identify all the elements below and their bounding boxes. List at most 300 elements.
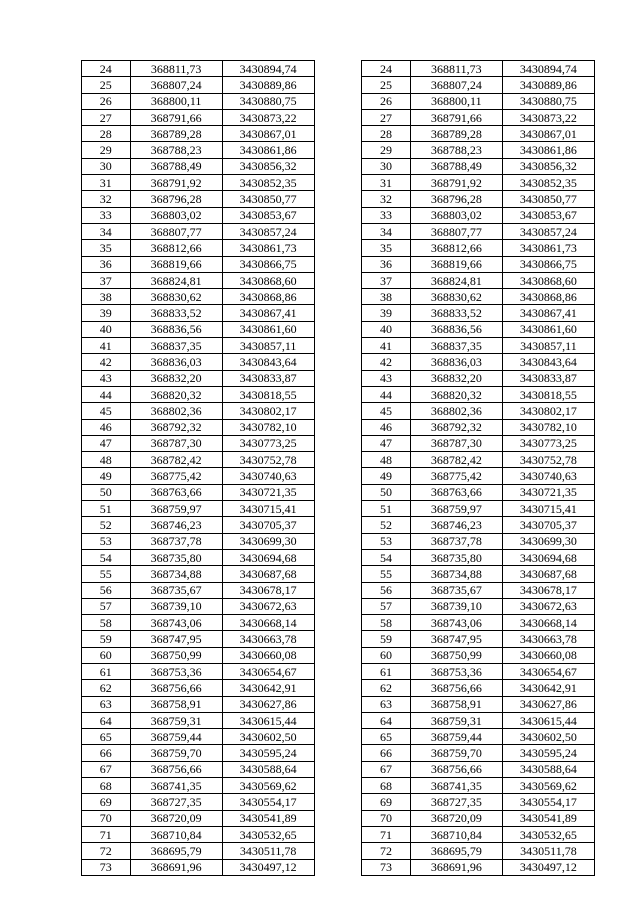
y-coordinate-cell: 3430705,37 xyxy=(222,517,314,533)
point-number-cell: 52 xyxy=(82,517,131,533)
x-coordinate-cell: 368695,79 xyxy=(130,843,222,859)
x-coordinate-cell: 368807,24 xyxy=(410,77,502,93)
column-gap xyxy=(314,142,362,158)
y-coordinate-cell: 3430740,63 xyxy=(222,468,314,484)
point-number-cell: 66 xyxy=(82,745,131,761)
column-gap xyxy=(314,484,362,500)
y-coordinate-cell: 3430511,78 xyxy=(502,843,594,859)
table-row xyxy=(82,696,595,712)
table-row xyxy=(82,403,595,419)
x-coordinate-cell: 368836,56 xyxy=(130,321,222,337)
x-coordinate-cell: 368836,03 xyxy=(130,354,222,370)
x-coordinate-cell: 368789,28 xyxy=(130,126,222,142)
y-coordinate-cell: 3430861,73 xyxy=(502,240,594,256)
y-coordinate-cell: 3430532,65 xyxy=(222,826,314,842)
x-coordinate-cell: 368775,42 xyxy=(130,468,222,484)
x-coordinate-cell: 368747,95 xyxy=(130,631,222,647)
y-coordinate-cell: 3430852,35 xyxy=(222,175,314,191)
x-coordinate-cell: 368812,66 xyxy=(410,240,502,256)
table-row xyxy=(82,566,595,582)
point-number-cell: 48 xyxy=(82,452,131,468)
x-coordinate-cell: 368830,62 xyxy=(410,289,502,305)
column-gap xyxy=(314,256,362,272)
point-number-cell: 38 xyxy=(82,289,131,305)
point-number-cell: 24 xyxy=(82,61,131,77)
table-row xyxy=(82,435,595,451)
point-number-cell: 54 xyxy=(362,549,411,565)
y-coordinate-cell: 3430715,41 xyxy=(502,501,594,517)
x-coordinate-cell: 368758,91 xyxy=(410,696,502,712)
point-number-cell: 52 xyxy=(362,517,411,533)
x-coordinate-cell: 368750,99 xyxy=(410,647,502,663)
x-coordinate-cell: 368734,88 xyxy=(410,566,502,582)
point-number-cell: 64 xyxy=(82,712,131,728)
point-number-cell: 53 xyxy=(82,533,131,549)
y-coordinate-cell: 3430818,55 xyxy=(502,386,594,402)
y-coordinate-cell: 3430857,24 xyxy=(222,223,314,239)
point-number-cell: 40 xyxy=(362,321,411,337)
x-coordinate-cell: 368743,06 xyxy=(130,615,222,631)
point-number-cell: 27 xyxy=(362,109,411,125)
point-number-cell: 45 xyxy=(362,403,411,419)
column-gap xyxy=(314,354,362,370)
table-row xyxy=(82,338,595,354)
x-coordinate-cell: 368727,35 xyxy=(130,794,222,810)
point-number-cell: 33 xyxy=(82,207,131,223)
x-coordinate-cell: 368807,77 xyxy=(130,223,222,239)
column-gap xyxy=(314,321,362,337)
x-coordinate-cell: 368759,44 xyxy=(130,729,222,745)
x-coordinate-cell: 368720,09 xyxy=(130,810,222,826)
column-gap xyxy=(314,435,362,451)
column-gap xyxy=(314,566,362,582)
point-number-cell: 34 xyxy=(82,223,131,239)
column-gap xyxy=(314,663,362,679)
column-gap xyxy=(314,501,362,517)
y-coordinate-cell: 3430857,11 xyxy=(502,338,594,354)
x-coordinate-cell: 368833,52 xyxy=(130,305,222,321)
x-coordinate-cell: 368691,96 xyxy=(410,859,502,875)
table-row xyxy=(82,582,595,598)
x-coordinate-cell: 368743,06 xyxy=(410,615,502,631)
column-gap xyxy=(314,175,362,191)
x-coordinate-cell: 368820,32 xyxy=(130,386,222,402)
point-number-cell: 57 xyxy=(362,598,411,614)
x-coordinate-cell: 368746,23 xyxy=(130,517,222,533)
x-coordinate-cell: 368741,35 xyxy=(130,778,222,794)
x-coordinate-cell: 368803,02 xyxy=(410,207,502,223)
point-number-cell: 51 xyxy=(82,501,131,517)
x-coordinate-cell: 368788,23 xyxy=(410,142,502,158)
y-coordinate-cell: 3430856,32 xyxy=(502,158,594,174)
y-coordinate-cell: 3430752,78 xyxy=(502,452,594,468)
y-coordinate-cell: 3430694,68 xyxy=(502,549,594,565)
point-number-cell: 55 xyxy=(82,566,131,582)
table-row xyxy=(82,533,595,549)
table-row xyxy=(82,386,595,402)
table-row xyxy=(82,745,595,761)
y-coordinate-cell: 3430868,60 xyxy=(222,272,314,288)
x-coordinate-cell: 368796,28 xyxy=(410,191,502,207)
point-number-cell: 62 xyxy=(362,680,411,696)
x-coordinate-cell: 368756,66 xyxy=(130,680,222,696)
x-coordinate-cell: 368824,81 xyxy=(130,272,222,288)
y-coordinate-cell: 3430802,17 xyxy=(222,403,314,419)
x-coordinate-cell: 368802,36 xyxy=(410,403,502,419)
y-coordinate-cell: 3430672,63 xyxy=(222,598,314,614)
column-gap xyxy=(314,338,362,354)
point-number-cell: 30 xyxy=(362,158,411,174)
table-row xyxy=(82,598,595,614)
table-row xyxy=(82,61,595,77)
point-number-cell: 29 xyxy=(82,142,131,158)
table-row xyxy=(82,761,595,777)
x-coordinate-cell: 368812,66 xyxy=(130,240,222,256)
point-number-cell: 58 xyxy=(362,615,411,631)
column-gap xyxy=(314,778,362,794)
y-coordinate-cell: 3430721,35 xyxy=(502,484,594,500)
x-coordinate-cell: 368837,35 xyxy=(130,338,222,354)
y-coordinate-cell: 3430868,60 xyxy=(502,272,594,288)
point-number-cell: 40 xyxy=(82,321,131,337)
column-gap xyxy=(314,794,362,810)
column-gap xyxy=(314,207,362,223)
y-coordinate-cell: 3430868,86 xyxy=(222,289,314,305)
table-row xyxy=(82,680,595,696)
x-coordinate-cell: 368746,23 xyxy=(410,517,502,533)
x-coordinate-cell: 368819,66 xyxy=(410,256,502,272)
column-gap xyxy=(314,615,362,631)
x-coordinate-cell: 368763,66 xyxy=(130,484,222,500)
table-row xyxy=(82,77,595,93)
y-coordinate-cell: 3430678,17 xyxy=(222,582,314,598)
point-number-cell: 36 xyxy=(82,256,131,272)
point-number-cell: 59 xyxy=(362,631,411,647)
table-row xyxy=(82,207,595,223)
x-coordinate-cell: 368735,80 xyxy=(130,549,222,565)
column-gap xyxy=(314,712,362,728)
y-coordinate-cell: 3430861,86 xyxy=(502,142,594,158)
point-number-cell: 44 xyxy=(362,386,411,402)
x-coordinate-cell: 368691,96 xyxy=(130,859,222,875)
y-coordinate-cell: 3430588,64 xyxy=(222,761,314,777)
y-coordinate-cell: 3430880,75 xyxy=(502,93,594,109)
point-number-cell: 32 xyxy=(82,191,131,207)
table-row xyxy=(82,647,595,663)
table-row xyxy=(82,810,595,826)
column-gap xyxy=(314,859,362,875)
x-coordinate-cell: 368739,10 xyxy=(130,598,222,614)
point-number-cell: 31 xyxy=(362,175,411,191)
point-number-cell: 65 xyxy=(82,729,131,745)
column-gap xyxy=(314,810,362,826)
table-row xyxy=(82,859,595,875)
point-number-cell: 29 xyxy=(362,142,411,158)
table-row xyxy=(82,615,595,631)
y-coordinate-cell: 3430853,67 xyxy=(222,207,314,223)
point-number-cell: 70 xyxy=(362,810,411,826)
column-gap xyxy=(314,598,362,614)
point-number-cell: 41 xyxy=(82,338,131,354)
point-number-cell: 26 xyxy=(362,93,411,109)
point-number-cell: 61 xyxy=(362,663,411,679)
point-number-cell: 42 xyxy=(82,354,131,370)
y-coordinate-cell: 3430867,01 xyxy=(222,126,314,142)
y-coordinate-cell: 3430642,91 xyxy=(222,680,314,696)
table-row xyxy=(82,354,595,370)
y-coordinate-cell: 3430541,89 xyxy=(222,810,314,826)
y-coordinate-cell: 3430687,68 xyxy=(502,566,594,582)
x-coordinate-cell: 368753,36 xyxy=(410,663,502,679)
y-coordinate-cell: 3430850,77 xyxy=(502,191,594,207)
y-coordinate-cell: 3430694,68 xyxy=(222,549,314,565)
x-coordinate-cell: 368727,35 xyxy=(410,794,502,810)
column-gap xyxy=(314,126,362,142)
point-number-cell: 31 xyxy=(82,175,131,191)
y-coordinate-cell: 3430678,17 xyxy=(502,582,594,598)
column-gap xyxy=(314,696,362,712)
point-number-cell: 43 xyxy=(82,370,131,386)
x-coordinate-cell: 368737,78 xyxy=(410,533,502,549)
point-number-cell: 63 xyxy=(362,696,411,712)
point-number-cell: 55 xyxy=(362,566,411,582)
point-number-cell: 59 xyxy=(82,631,131,647)
x-coordinate-cell: 368796,28 xyxy=(130,191,222,207)
x-coordinate-cell: 368750,99 xyxy=(130,647,222,663)
x-coordinate-cell: 368787,30 xyxy=(130,435,222,451)
point-number-cell: 35 xyxy=(362,240,411,256)
y-coordinate-cell: 3430856,32 xyxy=(222,158,314,174)
point-number-cell: 67 xyxy=(362,761,411,777)
y-coordinate-cell: 3430867,01 xyxy=(502,126,594,142)
point-number-cell: 47 xyxy=(82,435,131,451)
column-gap xyxy=(314,729,362,745)
point-number-cell: 58 xyxy=(82,615,131,631)
x-coordinate-cell: 368695,79 xyxy=(410,843,502,859)
column-gap xyxy=(314,843,362,859)
y-coordinate-cell: 3430861,60 xyxy=(222,321,314,337)
y-coordinate-cell: 3430699,30 xyxy=(222,533,314,549)
table-row xyxy=(82,663,595,679)
table-row xyxy=(82,517,595,533)
y-coordinate-cell: 3430833,87 xyxy=(502,370,594,386)
point-number-cell: 69 xyxy=(362,794,411,810)
point-number-cell: 60 xyxy=(82,647,131,663)
y-coordinate-cell: 3430668,14 xyxy=(222,615,314,631)
y-coordinate-cell: 3430857,11 xyxy=(222,338,314,354)
point-number-cell: 68 xyxy=(82,778,131,794)
point-number-cell: 60 xyxy=(362,647,411,663)
y-coordinate-cell: 3430868,86 xyxy=(502,289,594,305)
point-number-cell: 43 xyxy=(362,370,411,386)
x-coordinate-cell: 368759,70 xyxy=(130,745,222,761)
column-gap xyxy=(314,158,362,174)
x-coordinate-cell: 368759,31 xyxy=(130,712,222,728)
coordinates-table xyxy=(81,60,595,876)
x-coordinate-cell: 368756,66 xyxy=(410,761,502,777)
y-coordinate-cell: 3430852,35 xyxy=(502,175,594,191)
y-coordinate-cell: 3430595,24 xyxy=(502,745,594,761)
y-coordinate-cell: 3430889,86 xyxy=(222,77,314,93)
x-coordinate-cell: 368836,56 xyxy=(410,321,502,337)
point-number-cell: 32 xyxy=(362,191,411,207)
y-coordinate-cell: 3430554,17 xyxy=(222,794,314,810)
y-coordinate-cell: 3430668,14 xyxy=(502,615,594,631)
y-coordinate-cell: 3430497,12 xyxy=(222,859,314,875)
point-number-cell: 34 xyxy=(362,223,411,239)
table-row xyxy=(82,109,595,125)
point-number-cell: 69 xyxy=(82,794,131,810)
y-coordinate-cell: 3430889,86 xyxy=(502,77,594,93)
table-row xyxy=(82,158,595,174)
x-coordinate-cell: 368759,31 xyxy=(410,712,502,728)
x-coordinate-cell: 368735,67 xyxy=(130,582,222,598)
point-number-cell: 50 xyxy=(362,484,411,500)
point-number-cell: 57 xyxy=(82,598,131,614)
table-row xyxy=(82,321,595,337)
x-coordinate-cell: 368792,32 xyxy=(130,419,222,435)
y-coordinate-cell: 3430861,73 xyxy=(222,240,314,256)
column-gap xyxy=(314,533,362,549)
table-row xyxy=(82,126,595,142)
column-gap xyxy=(314,761,362,777)
column-gap xyxy=(314,109,362,125)
x-coordinate-cell: 368800,11 xyxy=(410,93,502,109)
point-number-cell: 33 xyxy=(362,207,411,223)
y-coordinate-cell: 3430773,25 xyxy=(222,435,314,451)
column-gap xyxy=(314,77,362,93)
x-coordinate-cell: 368758,91 xyxy=(130,696,222,712)
y-coordinate-cell: 3430672,63 xyxy=(502,598,594,614)
point-number-cell: 64 xyxy=(362,712,411,728)
y-coordinate-cell: 3430866,75 xyxy=(502,256,594,272)
x-coordinate-cell: 368824,81 xyxy=(410,272,502,288)
y-coordinate-cell: 3430602,50 xyxy=(502,729,594,745)
table-row xyxy=(82,305,595,321)
point-number-cell: 39 xyxy=(82,305,131,321)
y-coordinate-cell: 3430497,12 xyxy=(502,859,594,875)
column-gap xyxy=(314,61,362,77)
column-gap xyxy=(314,452,362,468)
column-gap xyxy=(314,272,362,288)
y-coordinate-cell: 3430654,67 xyxy=(222,663,314,679)
x-coordinate-cell: 368802,36 xyxy=(130,403,222,419)
y-coordinate-cell: 3430642,91 xyxy=(502,680,594,696)
x-coordinate-cell: 368763,66 xyxy=(410,484,502,500)
point-number-cell: 70 xyxy=(82,810,131,826)
point-number-cell: 49 xyxy=(362,468,411,484)
table-row xyxy=(82,631,595,647)
table-row xyxy=(82,794,595,810)
coordinates-table-body xyxy=(82,61,595,876)
y-coordinate-cell: 3430654,67 xyxy=(502,663,594,679)
point-number-cell: 42 xyxy=(362,354,411,370)
x-coordinate-cell: 368791,66 xyxy=(130,109,222,125)
point-number-cell: 36 xyxy=(362,256,411,272)
x-coordinate-cell: 368832,20 xyxy=(130,370,222,386)
table-row xyxy=(82,191,595,207)
x-coordinate-cell: 368819,66 xyxy=(130,256,222,272)
y-coordinate-cell: 3430818,55 xyxy=(222,386,314,402)
y-coordinate-cell: 3430853,67 xyxy=(502,207,594,223)
x-coordinate-cell: 368830,62 xyxy=(130,289,222,305)
x-coordinate-cell: 368782,42 xyxy=(410,452,502,468)
x-coordinate-cell: 368811,73 xyxy=(410,61,502,77)
y-coordinate-cell: 3430663,78 xyxy=(222,631,314,647)
column-gap xyxy=(314,680,362,696)
x-coordinate-cell: 368759,97 xyxy=(130,501,222,517)
column-gap xyxy=(314,826,362,842)
point-number-cell: 68 xyxy=(362,778,411,794)
y-coordinate-cell: 3430894,74 xyxy=(502,61,594,77)
point-number-cell: 51 xyxy=(362,501,411,517)
table-row xyxy=(82,729,595,745)
y-coordinate-cell: 3430660,08 xyxy=(502,647,594,663)
column-gap xyxy=(314,419,362,435)
y-coordinate-cell: 3430802,17 xyxy=(502,403,594,419)
point-number-cell: 46 xyxy=(362,419,411,435)
table-row xyxy=(82,240,595,256)
table-row xyxy=(82,843,595,859)
y-coordinate-cell: 3430843,64 xyxy=(502,354,594,370)
x-coordinate-cell: 368792,32 xyxy=(410,419,502,435)
x-coordinate-cell: 368789,28 xyxy=(410,126,502,142)
x-coordinate-cell: 368791,92 xyxy=(130,175,222,191)
column-gap xyxy=(314,647,362,663)
x-coordinate-cell: 368759,70 xyxy=(410,745,502,761)
y-coordinate-cell: 3430843,64 xyxy=(222,354,314,370)
table-row xyxy=(82,93,595,109)
x-coordinate-cell: 368759,44 xyxy=(410,729,502,745)
point-number-cell: 67 xyxy=(82,761,131,777)
point-number-cell: 41 xyxy=(362,338,411,354)
point-number-cell: 73 xyxy=(362,859,411,875)
y-coordinate-cell: 3430894,74 xyxy=(222,61,314,77)
point-number-cell: 56 xyxy=(362,582,411,598)
x-coordinate-cell: 368791,92 xyxy=(410,175,502,191)
x-coordinate-cell: 368753,36 xyxy=(130,663,222,679)
y-coordinate-cell: 3430721,35 xyxy=(222,484,314,500)
point-number-cell: 61 xyxy=(82,663,131,679)
y-coordinate-cell: 3430880,75 xyxy=(222,93,314,109)
x-coordinate-cell: 368787,30 xyxy=(410,435,502,451)
x-coordinate-cell: 368791,66 xyxy=(410,109,502,125)
point-number-cell: 65 xyxy=(362,729,411,745)
x-coordinate-cell: 368756,66 xyxy=(130,761,222,777)
column-gap xyxy=(314,191,362,207)
x-coordinate-cell: 368803,02 xyxy=(130,207,222,223)
point-number-cell: 44 xyxy=(82,386,131,402)
y-coordinate-cell: 3430866,75 xyxy=(222,256,314,272)
column-gap xyxy=(314,745,362,761)
point-number-cell: 25 xyxy=(362,77,411,93)
y-coordinate-cell: 3430660,08 xyxy=(222,647,314,663)
column-gap xyxy=(314,549,362,565)
y-coordinate-cell: 3430615,44 xyxy=(222,712,314,728)
table-row xyxy=(82,778,595,794)
x-coordinate-cell: 368811,73 xyxy=(130,61,222,77)
y-coordinate-cell: 3430850,77 xyxy=(222,191,314,207)
point-number-cell: 66 xyxy=(362,745,411,761)
y-coordinate-cell: 3430873,22 xyxy=(502,109,594,125)
point-number-cell: 37 xyxy=(362,272,411,288)
x-coordinate-cell: 368759,97 xyxy=(410,501,502,517)
x-coordinate-cell: 368737,78 xyxy=(130,533,222,549)
point-number-cell: 71 xyxy=(82,826,131,842)
column-gap xyxy=(314,93,362,109)
y-coordinate-cell: 3430588,64 xyxy=(502,761,594,777)
y-coordinate-cell: 3430773,25 xyxy=(502,435,594,451)
